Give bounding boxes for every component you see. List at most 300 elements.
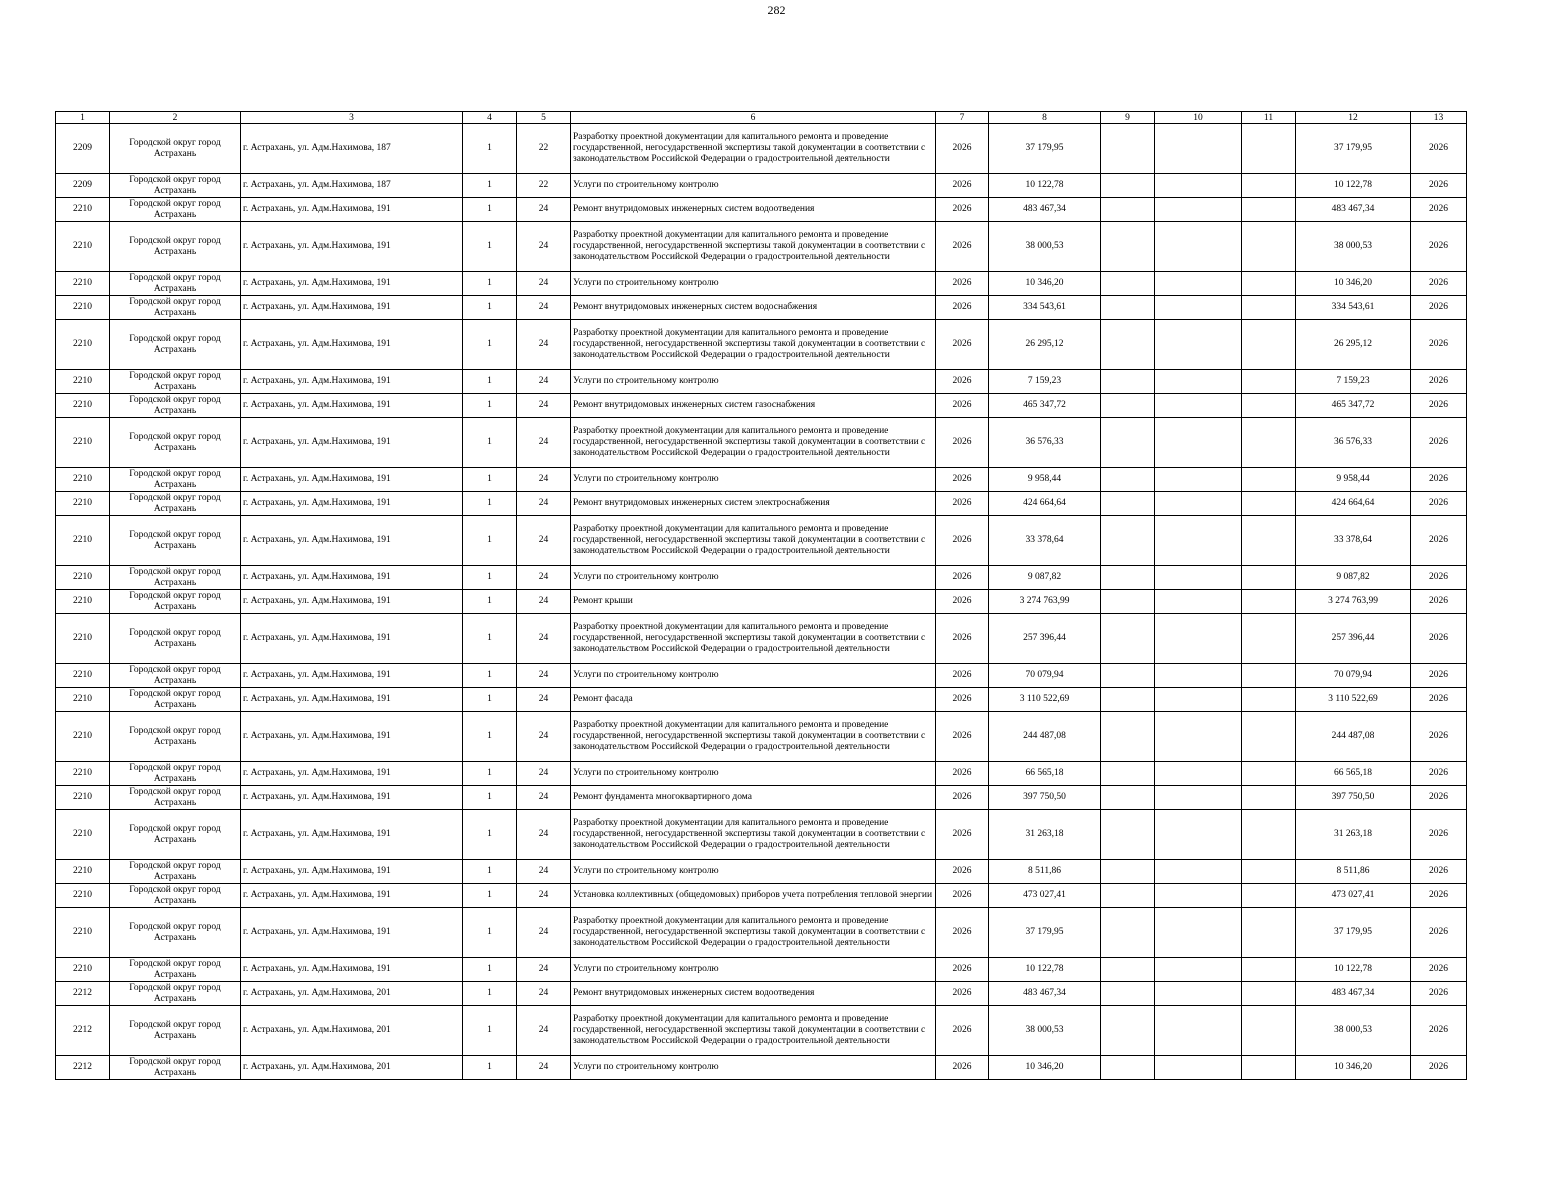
col9-cell — [1101, 296, 1155, 320]
work-type-cell — [571, 664, 936, 688]
work-description: Ремонт внутридомовых инженерных систем водоотведения — [573, 204, 815, 214]
municipality-name: Городской округ город Астрахань — [129, 725, 221, 747]
col4-cell: 1 — [463, 124, 517, 174]
completion-year-cell: 2026 — [1411, 394, 1467, 418]
cost-cell: 3 110 522,69 — [989, 688, 1101, 712]
col11-cell — [1242, 908, 1296, 958]
year-cell: 2026 — [936, 810, 989, 860]
work-description: Услуги по строительному контролю — [573, 572, 719, 582]
address-cell: г. Астрахань, ул. Адм.Нахимова, 191 — [241, 664, 463, 688]
col11-cell — [1242, 884, 1296, 908]
work-description: Ремонт внутридомовых инженерных систем электроснабжения — [573, 498, 830, 508]
cost-cell: 8 511,86 — [989, 860, 1101, 884]
column-header: 13 — [1411, 112, 1467, 124]
col9-cell — [1101, 516, 1155, 566]
work-type-cell — [571, 590, 936, 614]
col11-cell — [1242, 786, 1296, 810]
work-type-cell — [571, 958, 936, 982]
total-cost-cell: 31 263,18 — [1296, 810, 1411, 860]
cost-cell: 70 079,94 — [989, 664, 1101, 688]
col9-cell — [1101, 688, 1155, 712]
municipality-name: Городской округ город Астрахань — [129, 272, 221, 294]
col9-cell — [1101, 174, 1155, 198]
col4-cell: 1 — [463, 762, 517, 786]
work-type-cell — [571, 468, 936, 492]
col10-cell — [1155, 614, 1242, 664]
work-type-cell — [571, 566, 936, 590]
table-row — [56, 320, 1467, 370]
work-description: Ремонт фасада — [573, 694, 633, 704]
work-type-cell — [571, 810, 936, 860]
work-description: Разработку проектной документации для капитального ремонта и проведение государственной, негосударственной экспертизы такой документации в соответствии с законодательством Российской Федерации о градостроительной деятельности — [573, 230, 926, 262]
municipality-name: Городской округ город Астрахань — [129, 137, 221, 159]
work-type-cell — [571, 860, 936, 884]
row-number-cell: 2212 — [56, 1056, 110, 1080]
table-row — [56, 908, 1467, 958]
address-cell: г. Астрахань, ул. Адм.Нахимова, 191 — [241, 394, 463, 418]
municipality-cell — [110, 884, 241, 908]
work-description: Услуги по строительному контролю — [573, 768, 719, 778]
address-cell: г. Астрахань, ул. Адм.Нахимова, 201 — [241, 1006, 463, 1056]
table-row — [56, 1006, 1467, 1056]
total-cost-cell: 483 467,34 — [1296, 198, 1411, 222]
cost-cell: 10 346,20 — [989, 1056, 1101, 1080]
table-body — [56, 124, 1467, 1080]
municipality-cell — [110, 982, 241, 1006]
municipality-name: Городской округ город Астрахань — [129, 235, 221, 257]
col5-cell: 22 — [517, 124, 571, 174]
completion-year-cell: 2026 — [1411, 1056, 1467, 1080]
year-cell: 2026 — [936, 468, 989, 492]
col9-cell — [1101, 492, 1155, 516]
col10-cell — [1155, 860, 1242, 884]
col11-cell — [1242, 124, 1296, 174]
row-number-cell: 2210 — [56, 860, 110, 884]
work-description: Установка коллективных (общедомовых) приборов учета потребления тепловой энергии — [573, 890, 933, 900]
row-number-cell: 2210 — [56, 884, 110, 908]
col9-cell — [1101, 614, 1155, 664]
col9-cell — [1101, 786, 1155, 810]
table-row — [56, 982, 1467, 1006]
row-number-cell: 2212 — [56, 982, 110, 1006]
col4-cell: 1 — [463, 590, 517, 614]
work-description: Услуги по строительному контролю — [573, 670, 719, 680]
address-cell: г. Астрахань, ул. Адм.Нахимова, 191 — [241, 590, 463, 614]
municipality-name: Городской округ город Астрахань — [129, 590, 221, 612]
col4-cell: 1 — [463, 688, 517, 712]
work-description: Ремонт внутридомовых инженерных систем водоотведения — [573, 988, 815, 998]
col11-cell — [1242, 664, 1296, 688]
cost-cell: 397 750,50 — [989, 786, 1101, 810]
work-type-cell — [571, 688, 936, 712]
table-row — [56, 1056, 1467, 1080]
col5-cell: 24 — [517, 1056, 571, 1080]
table-row — [56, 664, 1467, 688]
work-description: Услуги по строительному контролю — [573, 866, 719, 876]
total-cost-cell: 38 000,53 — [1296, 222, 1411, 272]
year-cell: 2026 — [936, 590, 989, 614]
total-cost-cell: 10 122,78 — [1296, 174, 1411, 198]
municipality-name: Городской округ город Астрахань — [129, 468, 221, 490]
row-number-cell: 2210 — [56, 418, 110, 468]
col4-cell: 1 — [463, 786, 517, 810]
col10-cell — [1155, 712, 1242, 762]
municipality-cell — [110, 908, 241, 958]
table-row — [56, 810, 1467, 860]
total-cost-cell: 3 110 522,69 — [1296, 688, 1411, 712]
address-cell: г. Астрахань, ул. Адм.Нахимова, 191 — [241, 418, 463, 468]
col9-cell — [1101, 198, 1155, 222]
col9-cell — [1101, 1056, 1155, 1080]
completion-year-cell: 2026 — [1411, 370, 1467, 394]
col11-cell — [1242, 492, 1296, 516]
year-cell: 2026 — [936, 762, 989, 786]
table-row — [56, 222, 1467, 272]
address-cell: г. Астрахань, ул. Адм.Нахимова, 191 — [241, 688, 463, 712]
col4-cell: 1 — [463, 492, 517, 516]
work-description: Услуги по строительному контролю — [573, 278, 719, 288]
col4-cell: 1 — [463, 566, 517, 590]
address-cell: г. Астрахань, ул. Адм.Нахимова, 191 — [241, 786, 463, 810]
municipality-cell — [110, 688, 241, 712]
cost-cell: 31 263,18 — [989, 810, 1101, 860]
municipality-name: Городской округ город Астрахань — [129, 762, 221, 784]
row-number-cell: 2210 — [56, 590, 110, 614]
cost-cell: 36 576,33 — [989, 418, 1101, 468]
col11-cell — [1242, 982, 1296, 1006]
cost-cell: 37 179,95 — [989, 124, 1101, 174]
municipality-cell — [110, 810, 241, 860]
table-row — [56, 174, 1467, 198]
col9-cell — [1101, 860, 1155, 884]
completion-year-cell: 2026 — [1411, 688, 1467, 712]
table-row — [56, 614, 1467, 664]
work-description: Услуги по строительному контролю — [573, 180, 719, 190]
col4-cell: 1 — [463, 222, 517, 272]
col5-cell: 24 — [517, 198, 571, 222]
col9-cell — [1101, 958, 1155, 982]
work-type-cell — [571, 174, 936, 198]
completion-year-cell: 2026 — [1411, 860, 1467, 884]
col10-cell — [1155, 272, 1242, 296]
col9-cell — [1101, 272, 1155, 296]
municipality-name: Городской округ город Астрахань — [129, 174, 221, 196]
col5-cell: 24 — [517, 418, 571, 468]
work-type-cell — [571, 908, 936, 958]
col10-cell — [1155, 370, 1242, 394]
row-number-cell: 2210 — [56, 786, 110, 810]
col4-cell: 1 — [463, 712, 517, 762]
work-type-cell — [571, 786, 936, 810]
col4-cell: 1 — [463, 198, 517, 222]
address-cell: г. Астрахань, ул. Адм.Нахимова, 191 — [241, 296, 463, 320]
total-cost-cell: 473 027,41 — [1296, 884, 1411, 908]
municipality-cell — [110, 222, 241, 272]
total-cost-cell: 36 576,33 — [1296, 418, 1411, 468]
completion-year-cell: 2026 — [1411, 614, 1467, 664]
column-header: 7 — [936, 112, 989, 124]
col4-cell: 1 — [463, 272, 517, 296]
col9-cell — [1101, 712, 1155, 762]
table-row — [56, 860, 1467, 884]
completion-year-cell: 2026 — [1411, 320, 1467, 370]
row-number-cell: 2210 — [56, 272, 110, 296]
work-type-cell — [571, 1056, 936, 1080]
col4-cell: 1 — [463, 908, 517, 958]
work-type-cell — [571, 272, 936, 296]
col9-cell — [1101, 762, 1155, 786]
address-cell: г. Астрахань, ул. Адм.Нахимова, 191 — [241, 958, 463, 982]
cost-cell: 465 347,72 — [989, 394, 1101, 418]
year-cell: 2026 — [936, 566, 989, 590]
col4-cell: 1 — [463, 810, 517, 860]
completion-year-cell: 2026 — [1411, 124, 1467, 174]
address-cell: г. Астрахань, ул. Адм.Нахимова, 191 — [241, 516, 463, 566]
completion-year-cell: 2026 — [1411, 762, 1467, 786]
col11-cell — [1242, 174, 1296, 198]
table-row — [56, 198, 1467, 222]
cost-cell: 10 122,78 — [989, 174, 1101, 198]
year-cell: 2026 — [936, 614, 989, 664]
municipality-name: Городской округ город Астрахань — [129, 1019, 221, 1041]
col10-cell — [1155, 566, 1242, 590]
completion-year-cell: 2026 — [1411, 272, 1467, 296]
cost-cell: 38 000,53 — [989, 222, 1101, 272]
col10-cell — [1155, 124, 1242, 174]
municipality-name: Городской округ город Астрахань — [129, 627, 221, 649]
work-type-cell — [571, 492, 936, 516]
total-cost-cell: 37 179,95 — [1296, 124, 1411, 174]
col5-cell: 24 — [517, 566, 571, 590]
municipality-cell — [110, 860, 241, 884]
row-number-cell: 2210 — [56, 296, 110, 320]
municipality-name: Городской округ город Астрахань — [129, 492, 221, 514]
work-description: Разработку проектной документации для капитального ремонта и проведение государственной, негосударственной экспертизы такой документации в соответствии с законодательством Российской Федерации о градостроительной деятельности — [573, 328, 926, 360]
col11-cell — [1242, 712, 1296, 762]
total-cost-cell: 26 295,12 — [1296, 320, 1411, 370]
municipality-name: Городской округ город Астрахань — [129, 982, 221, 1004]
municipality-cell — [110, 198, 241, 222]
completion-year-cell: 2026 — [1411, 222, 1467, 272]
work-description: Разработку проектной документации для капитального ремонта и проведение государственной, негосударственной экспертизы такой документации в соответствии с законодательством Российской Федерации о градостроительной деятельности — [573, 1014, 926, 1046]
cost-cell: 483 467,34 — [989, 982, 1101, 1006]
col11-cell — [1242, 590, 1296, 614]
cost-cell: 33 378,64 — [989, 516, 1101, 566]
col9-cell — [1101, 394, 1155, 418]
work-type-cell — [571, 394, 936, 418]
col9-cell — [1101, 664, 1155, 688]
col10-cell — [1155, 296, 1242, 320]
cost-cell: 3 274 763,99 — [989, 590, 1101, 614]
cost-cell: 37 179,95 — [989, 908, 1101, 958]
year-cell: 2026 — [936, 860, 989, 884]
address-cell: г. Астрахань, ул. Адм.Нахимова, 191 — [241, 320, 463, 370]
col4-cell: 1 — [463, 884, 517, 908]
work-type-cell — [571, 124, 936, 174]
total-cost-cell: 10 122,78 — [1296, 958, 1411, 982]
col5-cell: 24 — [517, 810, 571, 860]
col4-cell: 1 — [463, 958, 517, 982]
table-row — [56, 492, 1467, 516]
work-type-cell — [571, 884, 936, 908]
col9-cell — [1101, 810, 1155, 860]
work-description: Разработку проектной документации для капитального ремонта и проведение государственной, негосударственной экспертизы такой документации в соответствии с законодательством Российской Федерации о градостроительной деятельности — [573, 622, 926, 654]
col11-cell — [1242, 198, 1296, 222]
col10-cell — [1155, 908, 1242, 958]
col5-cell: 22 — [517, 174, 571, 198]
municipality-cell — [110, 762, 241, 786]
work-type-cell — [571, 370, 936, 394]
year-cell: 2026 — [936, 664, 989, 688]
row-number-cell: 2210 — [56, 614, 110, 664]
completion-year-cell: 2026 — [1411, 786, 1467, 810]
table-row — [56, 296, 1467, 320]
col10-cell — [1155, 786, 1242, 810]
municipality-cell — [110, 492, 241, 516]
municipality-cell — [110, 394, 241, 418]
table-row — [56, 566, 1467, 590]
municipality-name: Городской округ город Астрахань — [129, 664, 221, 686]
year-cell: 2026 — [936, 124, 989, 174]
year-cell: 2026 — [936, 786, 989, 810]
address-cell: г. Астрахань, ул. Адм.Нахимова, 187 — [241, 174, 463, 198]
col10-cell — [1155, 982, 1242, 1006]
col11-cell — [1242, 688, 1296, 712]
col10-cell — [1155, 688, 1242, 712]
completion-year-cell: 2026 — [1411, 664, 1467, 688]
col5-cell: 24 — [517, 296, 571, 320]
address-cell: г. Астрахань, ул. Адм.Нахимова, 191 — [241, 566, 463, 590]
row-number-cell: 2210 — [56, 566, 110, 590]
cost-cell: 10 346,20 — [989, 272, 1101, 296]
table-row — [56, 272, 1467, 296]
row-number-cell: 2210 — [56, 394, 110, 418]
col9-cell — [1101, 320, 1155, 370]
row-number-cell: 2210 — [56, 222, 110, 272]
year-cell: 2026 — [936, 516, 989, 566]
year-cell: 2026 — [936, 418, 989, 468]
municipality-cell — [110, 614, 241, 664]
row-number-cell: 2210 — [56, 712, 110, 762]
col5-cell: 24 — [517, 614, 571, 664]
cost-cell: 257 396,44 — [989, 614, 1101, 664]
cost-cell: 66 565,18 — [989, 762, 1101, 786]
row-number-cell: 2210 — [56, 908, 110, 958]
municipality-cell — [110, 1056, 241, 1080]
address-cell: г. Астрахань, ул. Адм.Нахимова, 201 — [241, 982, 463, 1006]
work-type-cell — [571, 712, 936, 762]
municipality-cell — [110, 174, 241, 198]
work-description: Услуги по строительному контролю — [573, 964, 719, 974]
address-cell: г. Астрахань, ул. Адм.Нахимова, 191 — [241, 860, 463, 884]
col5-cell: 24 — [517, 468, 571, 492]
address-cell: г. Астрахань, ул. Адм.Нахимова, 191 — [241, 908, 463, 958]
col4-cell: 1 — [463, 174, 517, 198]
col4-cell: 1 — [463, 370, 517, 394]
address-cell: г. Астрахань, ул. Адм.Нахимова, 191 — [241, 370, 463, 394]
year-cell: 2026 — [936, 712, 989, 762]
column-header: 5 — [517, 112, 571, 124]
col5-cell: 24 — [517, 688, 571, 712]
column-header: 4 — [463, 112, 517, 124]
total-cost-cell: 10 346,20 — [1296, 272, 1411, 296]
col11-cell — [1242, 418, 1296, 468]
col9-cell — [1101, 418, 1155, 468]
total-cost-cell: 257 396,44 — [1296, 614, 1411, 664]
col10-cell — [1155, 418, 1242, 468]
completion-year-cell: 2026 — [1411, 418, 1467, 468]
col11-cell — [1242, 320, 1296, 370]
col5-cell: 24 — [517, 1006, 571, 1056]
col11-cell — [1242, 614, 1296, 664]
col11-cell — [1242, 222, 1296, 272]
completion-year-cell: 2026 — [1411, 296, 1467, 320]
year-cell: 2026 — [936, 982, 989, 1006]
col4-cell: 1 — [463, 320, 517, 370]
row-number-cell: 2210 — [56, 320, 110, 370]
col4-cell: 1 — [463, 394, 517, 418]
cost-cell: 26 295,12 — [989, 320, 1101, 370]
total-cost-cell: 465 347,72 — [1296, 394, 1411, 418]
col11-cell — [1242, 860, 1296, 884]
year-cell: 2026 — [936, 1056, 989, 1080]
row-number-cell: 2212 — [56, 1006, 110, 1056]
total-cost-cell: 10 346,20 — [1296, 1056, 1411, 1080]
work-type-cell — [571, 296, 936, 320]
total-cost-cell: 7 159,23 — [1296, 370, 1411, 394]
row-number-cell: 2210 — [56, 516, 110, 566]
total-cost-cell: 9 087,82 — [1296, 566, 1411, 590]
address-cell: г. Астрахань, ул. Адм.Нахимова, 191 — [241, 198, 463, 222]
municipality-name: Городской округ город Астрахань — [129, 884, 221, 906]
col4-cell: 1 — [463, 1006, 517, 1056]
header-row — [56, 112, 1467, 124]
total-cost-cell: 33 378,64 — [1296, 516, 1411, 566]
col10-cell — [1155, 320, 1242, 370]
address-cell: г. Астрахань, ул. Адм.Нахимова, 191 — [241, 712, 463, 762]
col5-cell: 24 — [517, 320, 571, 370]
table-row — [56, 786, 1467, 810]
address-cell: г. Астрахань, ул. Адм.Нахимова, 191 — [241, 614, 463, 664]
address-cell: г. Астрахань, ул. Адм.Нахимова, 187 — [241, 124, 463, 174]
total-cost-cell: 38 000,53 — [1296, 1006, 1411, 1056]
col10-cell — [1155, 884, 1242, 908]
col5-cell: 24 — [517, 860, 571, 884]
col11-cell — [1242, 296, 1296, 320]
municipality-name: Городской округ город Астрахань — [129, 333, 221, 355]
total-cost-cell: 66 565,18 — [1296, 762, 1411, 786]
col4-cell: 1 — [463, 860, 517, 884]
row-number-cell: 2210 — [56, 810, 110, 860]
table-row — [56, 418, 1467, 468]
cost-cell: 334 543,61 — [989, 296, 1101, 320]
total-cost-cell: 397 750,50 — [1296, 786, 1411, 810]
row-number-cell: 2210 — [56, 370, 110, 394]
col5-cell: 24 — [517, 394, 571, 418]
municipality-cell — [110, 590, 241, 614]
municipality-cell — [110, 516, 241, 566]
year-cell: 2026 — [936, 908, 989, 958]
table-row — [56, 688, 1467, 712]
total-cost-cell: 483 467,34 — [1296, 982, 1411, 1006]
table-row — [56, 958, 1467, 982]
municipality-cell — [110, 1006, 241, 1056]
completion-year-cell: 2026 — [1411, 908, 1467, 958]
column-header: 8 — [989, 112, 1101, 124]
col5-cell: 24 — [517, 712, 571, 762]
work-description: Разработку проектной документации для капитального ремонта и проведение государственной, негосударственной экспертизы такой документации в соответствии с законодательством Российской Федерации о градостроительной деятельности — [573, 132, 926, 164]
municipality-cell — [110, 958, 241, 982]
